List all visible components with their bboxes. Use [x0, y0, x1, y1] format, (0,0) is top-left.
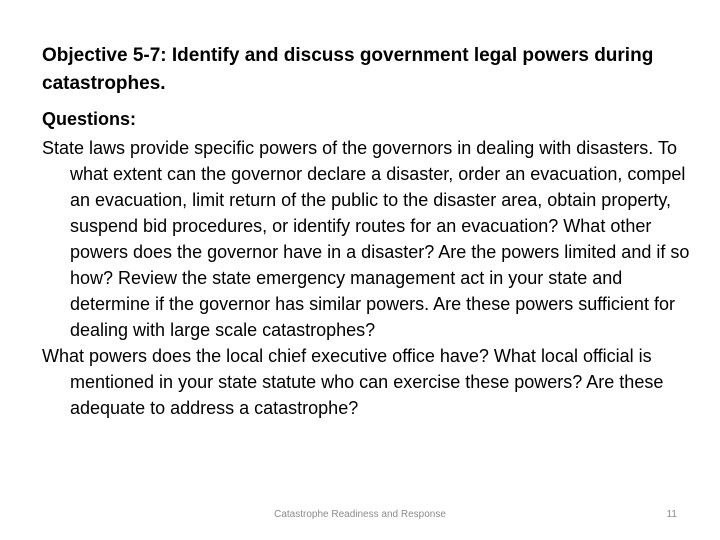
footer-course-title: Catastrophe Readiness and Response	[274, 509, 446, 520]
slide-body	[42, 106, 692, 421]
slide-title: Objective 5-7: Identify and discuss government legal powers during catastrophes.	[42, 45, 654, 94]
page-number: 11	[666, 509, 677, 520]
question-paragraph-governor-powers: State laws provide specific powers of the governors in dealing with disasters. To what extent can the governor declare a disaster, order an evacuation, compel an evacuation, limit return of the public to the disaster area, obtain property, suspend bid procedures, or identify routes for an evacuation? What other powers does the governor have in a disaster? Are the powers limited and if so how? Review the state emergency management act in your state and determine if the governor has similar powers. Are these powers sufficient for dealing with large scale catastrophes?	[42, 138, 690, 340]
question-paragraph-local-powers: What powers does the local chief executive office have? What local official is mentioned in your state statute who can exercise these powers? Are these adequate to address a catastrophe?	[42, 346, 664, 418]
questions-heading: Questions:	[42, 109, 137, 129]
